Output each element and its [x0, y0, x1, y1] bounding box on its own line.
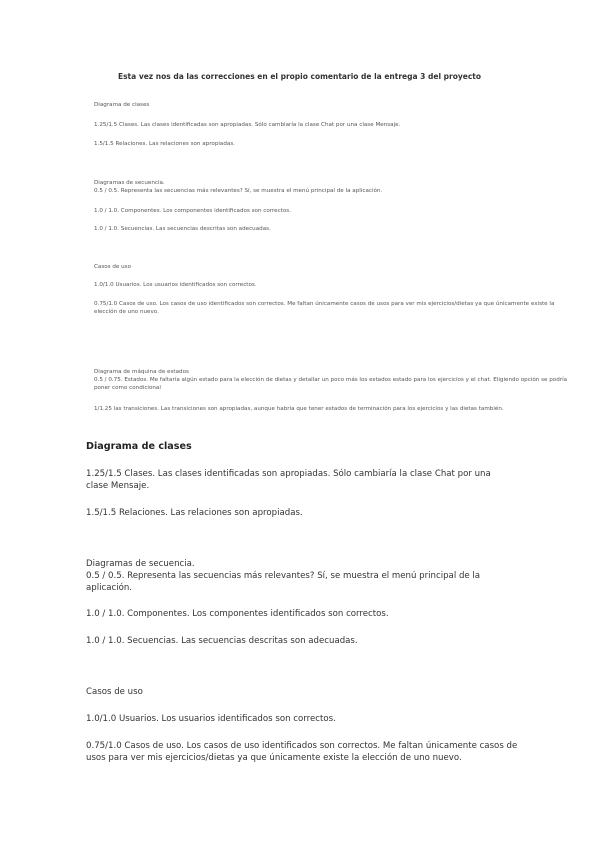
page-title: Esta vez nos da las correcciones en el propio comentario de la entrega 3 del proyecto	[117, 72, 482, 81]
clases-heading: Diagrama de clases	[86, 441, 192, 452]
snapshot-clases-heading: Diagrama de clases	[94, 102, 150, 108]
snapshot-casos-heading: Casos de uso	[94, 264, 132, 270]
usuarios-text: 1.0/1.0 Usuarios. Los usuarios identificados son correctos.	[86, 714, 336, 724]
casos-heading: Casos de uso	[86, 687, 143, 697]
snapshot-usuarios-text: 1.0/1.0 Usuarios. Los usuarios identificados son correctos.	[94, 282, 257, 288]
snapshot-clases-text: 1.25/1.5 Clases. Las clases identificadas son apropiadas. Sólo cambiaría la clase Chat por una clase Mensaje.	[94, 122, 401, 128]
snapshot-relaciones-text: 1.5/1.5 Relaciones. Las relaciones son apropiadas.	[94, 141, 236, 147]
secuencia-text: 0.5 / 0.5. Representa las secuencias más relevantes? Sí, se muestra el menú principal de la aplicación.	[86, 571, 481, 593]
clases-text: 1.25/1.5 Clases. Las clases identificadas son apropiadas. Sólo cambiaría la clase Chat por una clase Mensaje.	[86, 469, 491, 491]
relaciones-text: 1.5/1.5 Relaciones. Las relaciones son apropiadas.	[86, 508, 303, 518]
snapshot-transiciones-text: 1/1.25 las transiciones. Las transiciones son apropiadas, aunque habría que tener estados de terminación para los ejercicios y las dietas también.	[94, 406, 504, 412]
secuencia-heading: Diagramas de secuencia.	[86, 559, 195, 569]
snapshot-secuencias-text: 1.0 / 1.0. Secuencias. Las secuencias descritas son adecuadas.	[94, 226, 271, 232]
componentes-text: 1.0 / 1.0. Componentes. Los componentes identificados son correctos.	[86, 609, 389, 619]
snapshot-secuencia-heading: Diagramas de secuencia.	[94, 180, 165, 186]
secuencias-text: 1.0 / 1.0. Secuencias. Las secuencias descritas son adecuadas.	[86, 636, 358, 646]
snapshot-estados-heading: Diagrama de máquina de estados	[94, 369, 189, 375]
snapshot-secuencia-text: 0.5 / 0.5. Representa las secuencias más relevantes? Sí, se muestra el menú principal de la aplicación.	[94, 188, 383, 194]
casos-text: 0.75/1.0 Casos de uso. Los casos de uso identificados son correctos. Me faltan únicamente casos de usos para ver mis ejercicios/dietas ya que únicamente existe la elección de uno nuevo.	[86, 741, 518, 763]
snapshot-componentes-text: 1.0 / 1.0. Componentes. Los componentes identificados son correctos.	[94, 208, 291, 214]
snapshot-estados-text: 0.5 / 0.75. Estados. Me faltaría algún estado para la elección de dietas y detallar un poco más los estados estado para los ejercicios y el chat. Eligiendo opción se podría poner como condicional	[94, 377, 568, 391]
snapshot-casos-text: 0.75/1.0 Casos de uso. Los casos de uso identificados son correctos. Me faltan únicamente casos de usos para ver mis ejercicios/dietas ya que únicamente existe la elección de uno nuevo.	[94, 301, 555, 315]
